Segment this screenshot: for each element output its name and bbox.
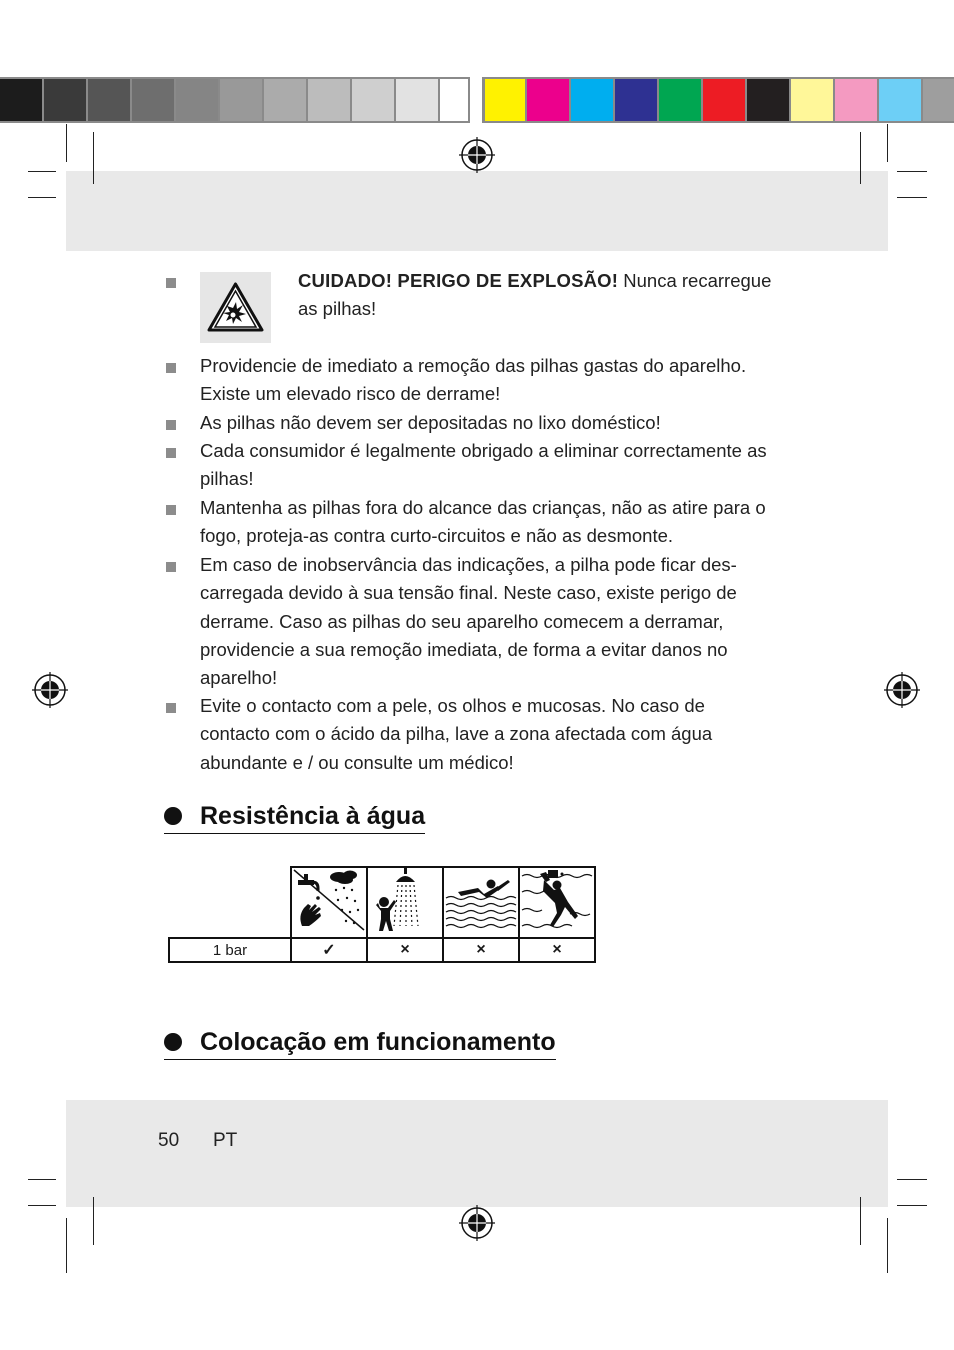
page-number: 50 — [158, 1130, 180, 1151]
registration-mark-icon — [459, 1205, 495, 1241]
cross-mark-icon: × — [519, 938, 595, 962]
crop-mark — [66, 1218, 67, 1273]
list-item-line: Existe um elevado risco de derrame! — [200, 383, 501, 405]
list-item-line: carregada devido à sua tensão final. Neste caso, existe perigo de — [200, 582, 737, 604]
color-swatch — [747, 77, 791, 123]
list-item-line: As pilhas não devem ser depositadas no lixo doméstico! — [200, 412, 661, 433]
grayscale-calibration-strip — [0, 77, 484, 123]
list-item — [200, 409, 800, 437]
heading-bullet-icon — [164, 807, 182, 825]
setup-heading — [164, 1028, 556, 1060]
color-swatch — [923, 77, 954, 123]
table-icon-cell — [291, 867, 367, 938]
crop-mark — [28, 197, 56, 198]
color-swatch — [396, 77, 440, 123]
crop-mark — [860, 132, 861, 184]
setup-title: Colocação em funcionamento — [200, 1028, 556, 1056]
crop-mark — [897, 1205, 927, 1206]
footer-band — [66, 1100, 888, 1207]
water-resistance-title: Resistência à água — [200, 802, 426, 830]
crop-mark — [897, 197, 927, 198]
registration-mark-icon — [32, 672, 68, 708]
color-swatch — [264, 77, 308, 123]
color-swatch — [703, 77, 747, 123]
pressure-label: 1 bar — [169, 938, 291, 962]
color-swatch — [571, 77, 615, 123]
cross-mark-icon: × — [443, 938, 519, 962]
list-bullet — [166, 363, 176, 373]
diving-icon — [520, 868, 594, 932]
color-swatch — [352, 77, 396, 123]
crop-mark — [897, 171, 927, 172]
header-band — [66, 171, 888, 251]
list-item-line: Mantenha as pilhas fora do alcance das crianças, não as atire para o — [200, 497, 766, 518]
color-swatch — [132, 77, 176, 123]
list-item-line: Evite o contacto com a pele, os olhos e mucosas. No caso de — [200, 695, 705, 716]
crop-mark — [897, 1179, 927, 1180]
list-bullet — [166, 420, 176, 430]
list-item — [200, 692, 800, 777]
list-bullet — [166, 505, 176, 515]
table-corner — [169, 867, 291, 938]
color-calibration-strip — [483, 77, 954, 123]
registration-mark-icon — [884, 672, 920, 708]
list-item-line: abundante e / ou consulte um médico! — [200, 751, 514, 773]
list-item — [200, 437, 800, 494]
list-item-line: contacto com o ácido da pilha, lave a zona afectada com água — [200, 723, 713, 745]
list-item-line: aparelho! — [200, 667, 278, 689]
water-resistance-table — [168, 866, 596, 963]
heading-bullet-icon — [164, 1033, 182, 1051]
warning-rest-text: Nunca recarregue — [618, 270, 772, 291]
crop-mark — [93, 132, 94, 184]
list-item-line: Em caso de inobservância das indicações, a pilha pode ficar des- — [200, 554, 737, 575]
registration-mark-icon — [459, 137, 495, 173]
list-bullet — [166, 278, 176, 288]
color-swatch — [0, 77, 44, 123]
color-swatch — [440, 77, 484, 123]
color-swatch — [308, 77, 352, 123]
table-icon-cell — [519, 867, 595, 938]
list-item — [200, 551, 800, 692]
color-swatch — [88, 77, 132, 123]
cross-mark-icon: × — [367, 938, 443, 962]
color-swatch — [220, 77, 264, 123]
crop-mark — [28, 1179, 56, 1180]
crop-mark — [860, 1197, 861, 1245]
list-item-line: Providencie de imediato a remoção das pilhas gastas do aparelho. — [200, 355, 747, 376]
language-code: PT — [213, 1130, 238, 1151]
splash-rain-icon — [292, 868, 366, 932]
list-item-line: pilhas! — [200, 468, 254, 490]
warning-strong-text: CUIDADO! PERIGO DE EXPLOSÃO! — [298, 270, 619, 291]
explosion-warning-text — [298, 267, 798, 324]
warning-line-2: as pilhas! — [298, 298, 377, 320]
crop-mark — [28, 1205, 56, 1206]
list-item-line: derrame. Caso as pilhas do seu aparelho comecem a derramar, — [200, 610, 724, 632]
color-swatch — [483, 77, 527, 123]
color-swatch — [527, 77, 571, 123]
check-mark-icon: ✓ — [291, 938, 367, 962]
explosion-warning-sign — [200, 272, 271, 343]
list-item-line: fogo, proteja-as contra curto-circuitos e não as desmonte. — [200, 525, 674, 547]
color-swatch — [835, 77, 879, 123]
crop-mark — [887, 124, 888, 162]
color-swatch — [44, 77, 88, 123]
crop-mark — [66, 124, 67, 162]
list-bullet — [166, 448, 176, 458]
list-item-line: providencie a sua remoção imediata, de forma a evitar danos no — [200, 638, 728, 660]
list-bullet — [166, 562, 176, 572]
water-resistance-heading — [164, 802, 425, 834]
explosion-warning-icon — [200, 272, 271, 343]
swimming-icon — [444, 868, 518, 932]
list-item-line: Cada consumidor é legalmente obrigado a eliminar correctamente as — [200, 440, 767, 461]
color-swatch — [615, 77, 659, 123]
crop-mark — [887, 1218, 888, 1273]
crop-mark — [28, 171, 56, 172]
list-bullet — [166, 703, 176, 713]
color-swatch — [791, 77, 835, 123]
color-swatch — [879, 77, 923, 123]
crop-mark — [93, 1197, 94, 1245]
table-icon-cell — [367, 867, 443, 938]
shower-icon — [368, 868, 442, 932]
list-item — [200, 494, 800, 551]
color-swatch — [659, 77, 703, 123]
table-icon-cell — [443, 867, 519, 938]
list-item — [200, 352, 800, 409]
color-swatch — [176, 77, 220, 123]
